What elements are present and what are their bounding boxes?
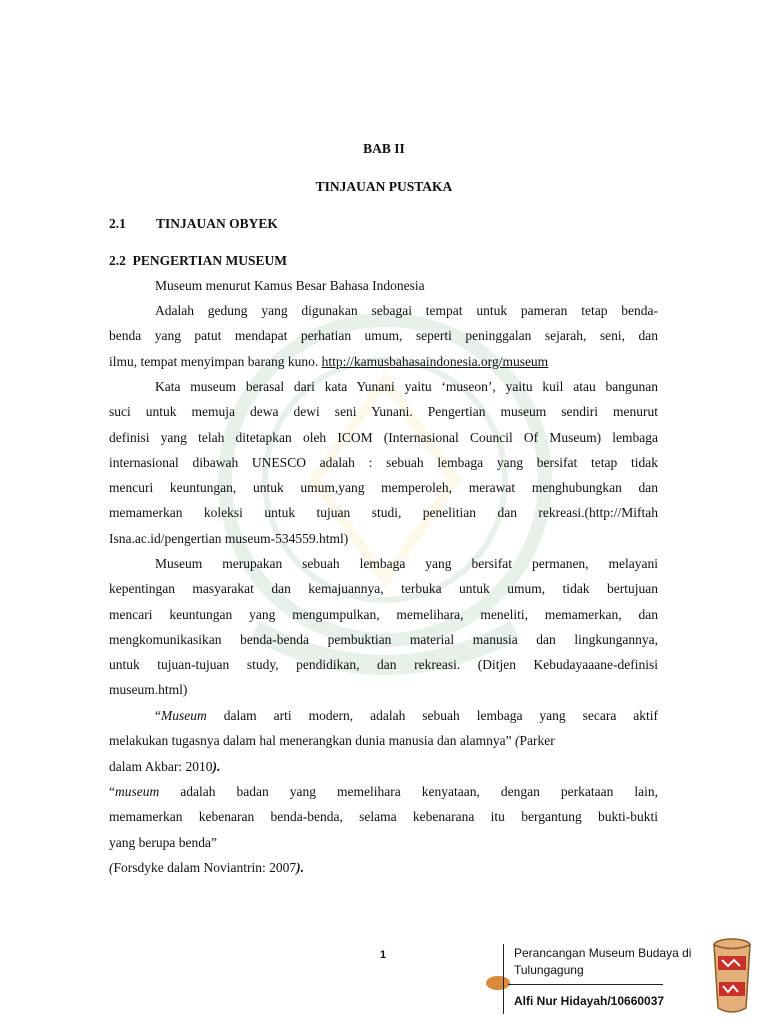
p7-close: ).: [296, 860, 304, 875]
p6-line-2: memamerkan kebenaran benda-benda, selama kebenarana itu bergantung bukti-bukti: [109, 809, 658, 825]
p7-open: (: [109, 860, 114, 875]
p5-line-3-end: ).: [212, 758, 221, 774]
p4-line-2: kepentingan masyarakat dan kemajuannya, terbuka untuk umum, tidak bertujuan: [109, 581, 658, 597]
p3-line-6: memamerkan koleksi untuk tujuan studi, penelitian dan rekreasi.(http://Miftah: [109, 505, 658, 521]
p3-line-5: mencuri keuntungan, untuk umum,yang memperoleh, merawat menghubungkan dan: [109, 480, 658, 496]
p5-open-quote: “: [155, 708, 161, 723]
p5-paren: (: [514, 733, 520, 749]
footer-horizontal-rule: [508, 984, 663, 985]
p5-line-3-text: dalam Akbar: 2010: [109, 758, 213, 774]
p5-line-1: [109, 703, 658, 728]
p6-italic-museum: museum: [115, 784, 160, 799]
p6-line-3: yang berupa benda”: [109, 834, 217, 850]
paragraph-4: [109, 551, 658, 703]
p5-italic-museum: Museum: [161, 708, 207, 723]
p4-line-5: untuk tujuan-tujuan study, pendidikan, dan rekreasi. (Ditjen Kebudayaaane-definisi: [109, 657, 658, 673]
paragraph-7: [109, 855, 658, 880]
page-number: 1: [380, 949, 387, 961]
section-2-1-number: 2.1: [109, 216, 126, 231]
paragraph-6: [109, 779, 658, 855]
p7-text: Forsdyke dalam Noviantrin: 2007: [113, 860, 297, 875]
paragraph-1: Museum menurut Kamus Besar Bahasa Indonesia: [155, 278, 425, 293]
p5-line-1-rest: dalam arti modern, adalah sebuah lembaga yang secara aktif: [206, 708, 658, 723]
p2-line-3: [109, 349, 658, 374]
chapter-title: TINJAUAN PUSTAKA: [315, 179, 453, 194]
p3-line-7: Isna.ac.id/pengertian museum-534559.html): [109, 530, 349, 546]
p4-line-1: Museum merupakan sebuah lembaga yang bersifat permanen, melayani: [155, 556, 658, 571]
p7-line: [109, 855, 658, 880]
p6-open-quote: “: [109, 784, 115, 799]
section-2-2-title: 2.2 PENGERTIAN MUSEUM: [109, 253, 288, 268]
p6-line-1: [109, 779, 658, 804]
chapter-label: BAB II: [363, 141, 405, 156]
footer-orange-dot: [486, 976, 510, 990]
p3-line-4: internasional dibawah UNESCO adalah : sebuah lembaga yang bersifat tetap tidak: [109, 454, 658, 470]
p5-line-2-text: melakukan tugasnya dalam hal menerangkan dunia manusia dan alamnya”: [109, 733, 515, 749]
section-2-1: [109, 216, 278, 232]
p2-line-1: Adalah gedung yang digunakan sebagai tempat untuk pameran tetap benda-: [155, 303, 658, 318]
footer-author: Alfi Nur Hidayah/10660037: [514, 994, 665, 1008]
p3-line-2: suci untuk memuja dewa dewi seni Yunani. Pengertian museum sendiri menurut: [109, 404, 658, 420]
drum-icon: [712, 938, 752, 1016]
footer-vertical-rule: [503, 944, 504, 1014]
p5-line-3: [109, 754, 658, 779]
paragraph-5: [109, 703, 658, 779]
p6-line-1-rest: adalah badan yang memelihara kenyataan, dengan perkataan lain,: [159, 784, 658, 799]
section-2-1-title: TINJAUAN OBYEK: [156, 216, 278, 231]
paragraph-3: [109, 374, 658, 551]
p2-line-3-text: ilmu, tempat menyimpan barang kuno.: [109, 353, 322, 369]
p4-line-3: mencari keuntungan yang mengumpulkan, memelihara, meneliti, memamerkan, dan: [109, 606, 658, 622]
p3-line-1: Kata museum berasal dari kata Yunani yaitu ‘museon’, yaitu kuil atau bangunan: [155, 379, 658, 394]
p4-line-4: mengkomunikasikan benda-benda pembuktian material manusia dan lingkungannya,: [109, 631, 658, 647]
p3-line-3: definisi yang telah ditetapkan oleh ICOM (Internasional Council Of Museum) lembaga: [109, 429, 658, 445]
p2-line-2: benda yang patut mendapat perhatian umum, seperti peninggalan sejarah, seni, dan: [109, 328, 658, 344]
p5-line-2-tail: Parker: [519, 733, 555, 749]
p4-line-6: museum.html): [109, 682, 188, 698]
p5-line-2: [109, 728, 658, 753]
paragraph-2: [109, 298, 658, 374]
kbbi-link[interactable]: http://kamusbahasaindonesia.org/museum: [321, 353, 549, 369]
footer-title: Perancangan Museum Budaya di Tulungagung: [514, 946, 692, 977]
